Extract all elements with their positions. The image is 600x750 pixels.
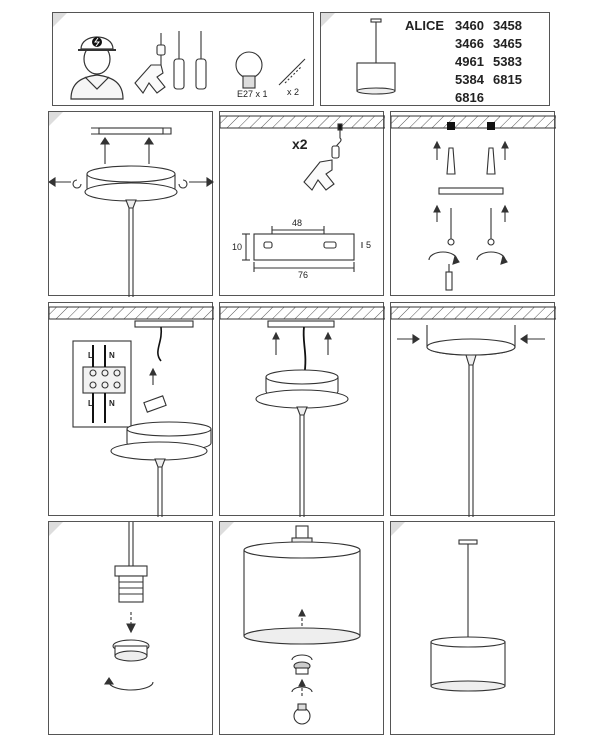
step-4-panel xyxy=(48,302,213,516)
product-code: 6816 xyxy=(455,90,484,105)
screwdriver-flat-icon xyxy=(196,31,206,89)
product-panel xyxy=(320,12,550,106)
dimension-width: 48 xyxy=(292,218,303,228)
dimension-hole: 5 xyxy=(366,240,372,250)
dimension-height: 10 xyxy=(232,242,243,252)
step-3-illustration xyxy=(391,112,556,297)
drill-icon xyxy=(135,33,165,93)
step-9-panel xyxy=(390,521,555,735)
wire-label-l: L xyxy=(88,399,93,408)
step-6-illustration xyxy=(391,303,556,517)
product-code: 3466 xyxy=(455,36,484,51)
step-2-panel xyxy=(219,111,384,296)
step-8-illustration xyxy=(220,522,385,736)
step-7-illustration xyxy=(49,522,214,736)
step-8-panel xyxy=(219,521,384,735)
product-code: 3465 xyxy=(493,36,522,51)
step-4-illustration xyxy=(49,303,214,517)
screw-count: x 2 xyxy=(287,87,300,97)
product-code: 5384 xyxy=(455,72,484,87)
bulb-label: E27 x 1 xyxy=(237,89,268,99)
wire-label-l: L xyxy=(88,351,93,360)
step-6-panel xyxy=(390,302,555,516)
step-3-panel xyxy=(390,111,555,296)
tools-panel xyxy=(52,12,314,106)
wire-label-n: N xyxy=(109,351,115,360)
electrician-icon xyxy=(71,37,123,99)
screwdriver-phillips-icon xyxy=(174,31,184,89)
bulb-icon xyxy=(236,52,262,88)
step-1-panel xyxy=(48,111,213,296)
product-code: 3458 xyxy=(493,18,522,33)
product-code: 6815 xyxy=(493,72,522,87)
step-9-illustration xyxy=(391,522,556,736)
screw-anchor-icon xyxy=(279,59,305,85)
tools-illustration xyxy=(53,13,315,107)
step-5-panel xyxy=(219,302,384,516)
step-5-illustration xyxy=(220,303,385,517)
wire-label-n: N xyxy=(109,399,115,408)
drill-multiplier: x2 xyxy=(292,136,308,152)
product-code: 4961 xyxy=(455,54,484,69)
step-7-panel xyxy=(48,521,213,735)
dimension-length: 76 xyxy=(298,270,309,280)
finished-lamp-icon xyxy=(431,540,505,691)
product-name: ALICE xyxy=(405,18,444,33)
product-code: 3460 xyxy=(455,18,484,33)
step-1-illustration xyxy=(49,112,214,297)
product-code: 5383 xyxy=(493,54,522,69)
pendant-lamp-icon xyxy=(357,19,395,94)
